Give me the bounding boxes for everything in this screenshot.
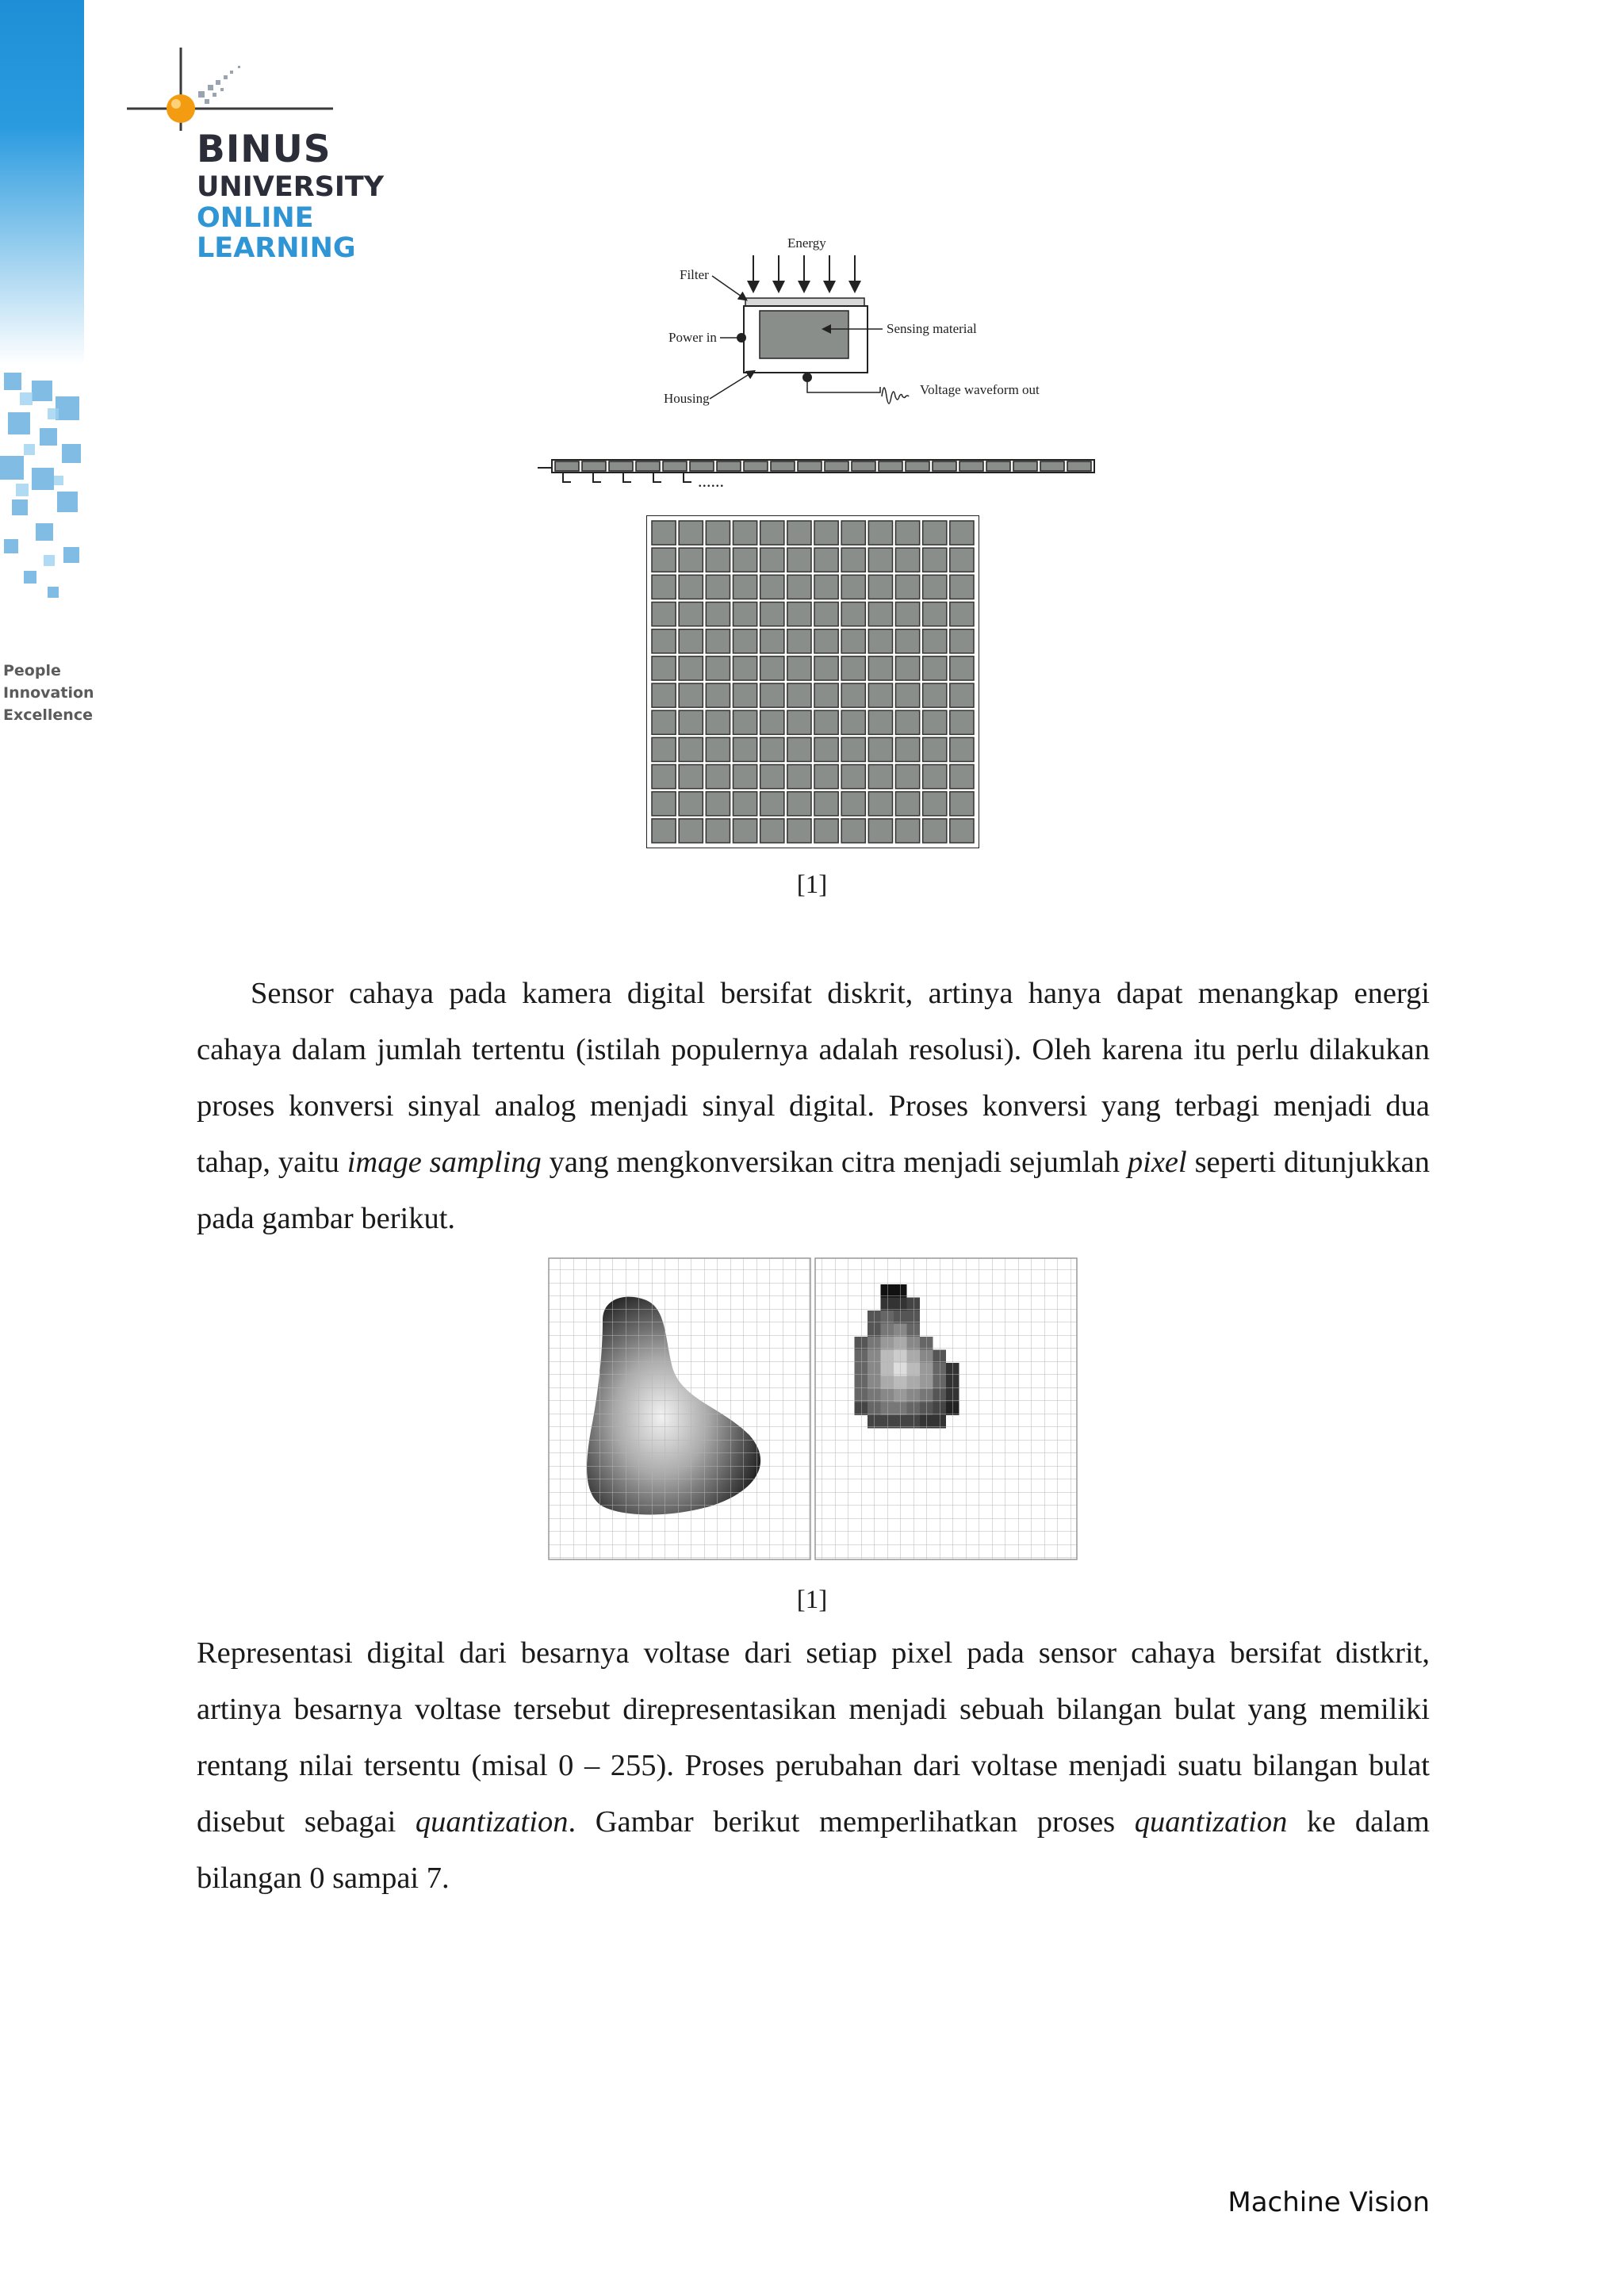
sensor-cell (652, 521, 676, 545)
sensor-cell (923, 683, 947, 707)
sensor-cell (923, 792, 947, 816)
logo-text-learning: LEARNING (197, 232, 356, 264)
paragraph-1-text-a: Sensor cahaya pada kamera digital bersifat diskrit, artinya hanya dapat menangkap energi cahaya dalam jumlah tertentu (istilah populernya adalah resolusi). Oleh karena itu perlu dilakukan proses konversi sinyal analog menjadi sinyal digital. Proses konversi yang terbagi menjadi dua tahap, yaitu (197, 977, 1430, 1179)
sensor-cell (841, 575, 865, 599)
continuous-image-panel (549, 1258, 810, 1559)
sensor-cell (841, 792, 865, 816)
sensor-cell (950, 710, 974, 734)
sampled-image-panel (815, 1258, 1077, 1559)
label-filter: Filter (680, 267, 709, 282)
sensor-cell (679, 603, 703, 626)
sensor-cell (896, 575, 920, 599)
sensor-cell (760, 737, 784, 761)
sensor-cell (663, 461, 687, 471)
sensor-cell (733, 792, 757, 816)
sensor-cell (760, 765, 784, 789)
sensor-cell (760, 603, 784, 626)
sensor-cell (868, 603, 892, 626)
sensor-cell (652, 683, 676, 707)
sensor-cell (679, 629, 703, 653)
sensor-cell (706, 521, 730, 545)
sensor-cell (950, 819, 974, 843)
sensor-cell (760, 683, 784, 707)
sensor-cell (706, 710, 730, 734)
sensor-cell (679, 548, 703, 572)
sensor-cell (787, 548, 811, 572)
sensor-cell (923, 765, 947, 789)
sensor-cell (896, 629, 920, 653)
sensor-cell (814, 548, 838, 572)
sensor-cell (896, 792, 920, 816)
sensor-cell (868, 629, 892, 653)
sensor-cell (787, 656, 811, 680)
sensor-cell (787, 575, 811, 599)
paragraph-2-text-a: Representasi digital dari besarnya voltase dari setiap pixel pada sensor cahaya bersifat distkrit, artinya besarnya voltase tersebut direpresentasikan menjadi sebuah bilangan bulat yang memiliki rentang nilai tersentu (misal 0 – 255). Proses perubahan dari voltase menjadi suatu bilangan bulat disebut sebagai (197, 1636, 1430, 1839)
sensor-cell (841, 819, 865, 843)
sensor-cell (760, 792, 784, 816)
sensor-cell (652, 656, 676, 680)
single-sensor-diagram (650, 230, 1078, 420)
sensor-cell (896, 710, 920, 734)
tagline-innovation: Innovation (3, 684, 94, 702)
sensor-cell (950, 548, 974, 572)
sensor-cell (706, 765, 730, 789)
sensor-cell (760, 548, 784, 572)
sensor-cell (609, 461, 633, 471)
array-sensor-grid (646, 515, 979, 848)
sensor-cell (923, 521, 947, 545)
sensor-cell (868, 737, 892, 761)
line-sensor-strip (531, 453, 1102, 493)
sensor-cell (733, 603, 757, 626)
sensor-cell (706, 575, 730, 599)
sensor-cell (841, 548, 865, 572)
sensor-cell (679, 710, 703, 734)
sensor-cell (986, 461, 1010, 471)
sensor-cell (652, 710, 676, 734)
sensor-cell (814, 765, 838, 789)
paragraph-1-text-b: yang mengkonversikan citra menjadi sejumlah (541, 1146, 1128, 1179)
sensor-cell (733, 710, 757, 734)
sensor-cell (652, 603, 676, 626)
sensor-cell (896, 603, 920, 626)
sensor-cell (717, 461, 741, 471)
sensor-cell (760, 575, 784, 599)
sensor-cell (706, 629, 730, 653)
logo-text-binus: BINUS (197, 128, 331, 171)
sensor-cell (760, 656, 784, 680)
sensor-cell (841, 656, 865, 680)
sensor-cell (814, 683, 838, 707)
sensor-cell (744, 461, 768, 471)
sensor-cell (896, 521, 920, 545)
sensor-cell (787, 792, 811, 816)
sensor-cell (868, 792, 892, 816)
paragraph-2-text-b: . Gambar berikut memperlihatkan proses (568, 1805, 1135, 1839)
sensor-cell (652, 792, 676, 816)
sensor-cell (787, 629, 811, 653)
sensor-cell (652, 548, 676, 572)
sensor-cell (798, 461, 822, 471)
sensor-cell (733, 521, 757, 545)
sensor-cell (923, 575, 947, 599)
sensor-cell (868, 683, 892, 707)
sensor-cell (706, 656, 730, 680)
sensor-cell (679, 819, 703, 843)
sensor-cell (923, 548, 947, 572)
sensor-cell (841, 710, 865, 734)
figure-caption-2: [1] (796, 1586, 828, 1614)
paragraph-image-sampling (197, 966, 1430, 1247)
waveform-icon (882, 388, 909, 404)
sensor-cell (787, 603, 811, 626)
sensor-cell (923, 656, 947, 680)
sensor-cell (950, 792, 974, 816)
term-pixel: pixel (1127, 1146, 1187, 1179)
sensor-cell (733, 656, 757, 680)
sensor-cell (814, 603, 838, 626)
sensor-cell (679, 521, 703, 545)
footer-course-title: Machine Vision (1228, 2187, 1430, 2218)
sensor-cell (814, 737, 838, 761)
sensor-cell (923, 737, 947, 761)
sensor-cell (690, 461, 714, 471)
sensor-cell (582, 461, 606, 471)
sensor-cell (923, 603, 947, 626)
sensor-cell (841, 683, 865, 707)
sensor-cell (679, 683, 703, 707)
tagline-people: People (3, 662, 61, 679)
logo-text-online: ONLINE (197, 202, 314, 234)
sensor-cell (950, 575, 974, 599)
sensor-cell (787, 737, 811, 761)
sensor-cell (652, 575, 676, 599)
sensor-cell (787, 710, 811, 734)
label-power-in: Power in (668, 330, 717, 345)
sensor-cell (814, 575, 838, 599)
sensor-cell (923, 629, 947, 653)
sensor-cell (896, 737, 920, 761)
sensor-cell (706, 683, 730, 707)
sensor-cell (652, 629, 676, 653)
label-energy: Energy (787, 235, 826, 251)
sensor-cell (950, 521, 974, 545)
sensor-cell (733, 819, 757, 843)
paragraph-1-text-c: seperti ditunjukkan pada gambar berikut. (197, 1146, 1430, 1235)
sensor-cell (636, 461, 660, 471)
sensor-cell (706, 792, 730, 816)
sensor-cell (950, 737, 974, 761)
sensor-cell (868, 575, 892, 599)
sensor-cell (733, 629, 757, 653)
sensor-cell (959, 461, 983, 471)
sensor-cell (896, 683, 920, 707)
sensor-cell (652, 819, 676, 843)
sensor-cell (679, 575, 703, 599)
image-sampling-figure (547, 1257, 1078, 1562)
sensor-cell (760, 710, 784, 734)
sensor-cell (733, 683, 757, 707)
sensor-cell (733, 548, 757, 572)
label-housing: Housing (664, 391, 710, 406)
sensor-cell (706, 819, 730, 843)
tagline-excellence: Excellence (3, 706, 93, 724)
sensor-cell (679, 656, 703, 680)
sensor-cell (923, 819, 947, 843)
sensor-cell (814, 819, 838, 843)
sensor-cell (787, 765, 811, 789)
sensor-cell (787, 819, 811, 843)
sensor-cell (906, 461, 929, 471)
sensor-cell (950, 629, 974, 653)
term-quantization-2: quantization (1134, 1805, 1288, 1839)
sensor-cell (1067, 461, 1091, 471)
sensor-cell (787, 521, 811, 545)
sensor-cell (760, 819, 784, 843)
sensor-cell (814, 656, 838, 680)
binus-logo (119, 44, 385, 274)
sensor-cell (760, 629, 784, 653)
sensor-cell (733, 737, 757, 761)
sensor-cell (852, 461, 875, 471)
sensor-cell (868, 548, 892, 572)
sensor-cell (760, 521, 784, 545)
sensor-cell (679, 792, 703, 816)
figure-caption-1: [1] (796, 871, 828, 899)
label-sensing-material: Sensing material (887, 321, 977, 336)
sensor-cell (706, 737, 730, 761)
sensor-cell (787, 683, 811, 707)
filter-layer (745, 298, 864, 306)
sensor-cell (1013, 461, 1037, 471)
logo-text-university: UNIVERSITY (197, 171, 385, 203)
sensor-cell (679, 737, 703, 761)
paragraph-quantization (197, 1625, 1430, 1907)
sensor-cell (868, 765, 892, 789)
sensor-cell (923, 710, 947, 734)
sensor-cell (706, 548, 730, 572)
label-voltage-out: Voltage waveform out (920, 382, 1040, 397)
sensor-cell (933, 461, 956, 471)
sensor-cell (652, 737, 676, 761)
sensing-material (760, 311, 848, 358)
sensor-cell (814, 521, 838, 545)
sensor-cell (896, 765, 920, 789)
sensor-cell (555, 461, 579, 471)
sensor-cell (814, 629, 838, 653)
sensor-cell (825, 461, 848, 471)
sensor-cell (868, 819, 892, 843)
sensor-cell (652, 765, 676, 789)
sensor-cell (868, 710, 892, 734)
paragraph-2-text-c: ke dalam bilangan 0 sampai 7. (197, 1805, 1430, 1895)
sensor-cell (841, 629, 865, 653)
sensor-cell (679, 765, 703, 789)
sensor-cell (771, 461, 795, 471)
sensor-cell (814, 792, 838, 816)
sensor-cell (950, 683, 974, 707)
sensor-cell (841, 765, 865, 789)
sensor-cell (879, 461, 902, 471)
sensor-cell (868, 521, 892, 545)
sensor-cell (950, 603, 974, 626)
sensor-cell (706, 603, 730, 626)
sensor-cell (950, 765, 974, 789)
term-image-sampling: image sampling (347, 1146, 542, 1179)
sensor-cell (733, 765, 757, 789)
sensor-cell (733, 575, 757, 599)
logo-emblem-icon (119, 44, 365, 131)
side-decoration-band (0, 0, 87, 634)
strip-ellipsis: ...... (698, 471, 724, 491)
tagline (3, 660, 94, 726)
sensor-cell (1040, 461, 1064, 471)
sensor-cell (896, 656, 920, 680)
sensor-cell (950, 656, 974, 680)
sensor-cell (814, 710, 838, 734)
sensor-cell (896, 819, 920, 843)
sensor-cell (841, 521, 865, 545)
sensor-cell (868, 656, 892, 680)
sensor-cell (896, 548, 920, 572)
sensor-cell (841, 603, 865, 626)
term-quantization-1: quantization (415, 1805, 569, 1839)
sensor-cell (841, 737, 865, 761)
